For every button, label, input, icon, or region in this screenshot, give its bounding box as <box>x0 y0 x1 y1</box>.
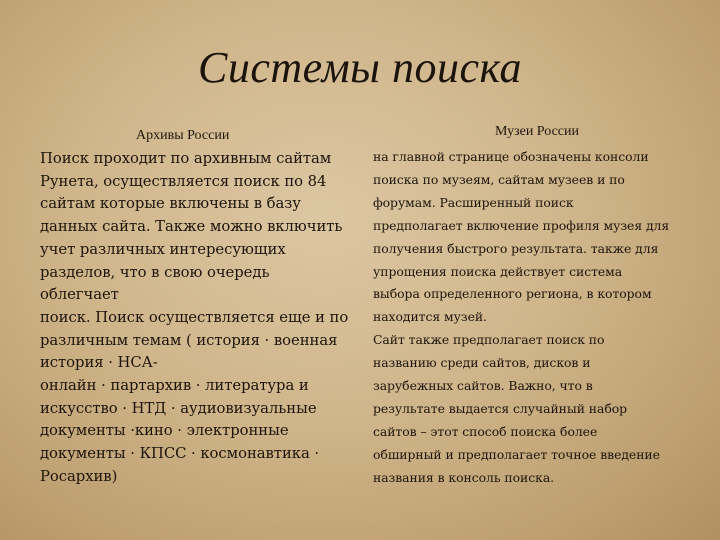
museums-heading: Музеи России <box>494 124 580 139</box>
archives-body: Поиск проходит по архивным сайтам Рунета, осуществляется поиск по 84 сайтам которые включены в базу данных сайта. Также можно включить учет различных интересующих разделов, что в свою очередь облегчает поиск. Поиск осуществляется еще и по различным темам ( история · военная история · НСА- онлайн · партархив · литература и искусство · НТД · аудиовизуальные документы ·кино · электронные документы · КПСС · космонавтика · Росархив) <box>40 150 349 485</box>
archives-column <box>40 128 352 489</box>
museums-column <box>373 124 691 490</box>
archives-heading: Архивы России <box>136 128 230 143</box>
slide-title: Системы поиска <box>198 43 522 92</box>
museums-body: на главной странице обозначены консоли поиска по музеям, сайтам музеев и по форумам. Расширенный поиск предполагает включение профиля музея для получения быстрого результата. также для упрощения поиска действует система выбора определенного региона, в котором находится музей. Сайт также предполагает поиск по названию среди сайтов, дисков и зарубежных сайтов. Важно, что в результате выдается случайный набор сайтов – этот способ поиска более обширный и предполагает точное введение названия в консоль поиска. <box>373 149 670 485</box>
